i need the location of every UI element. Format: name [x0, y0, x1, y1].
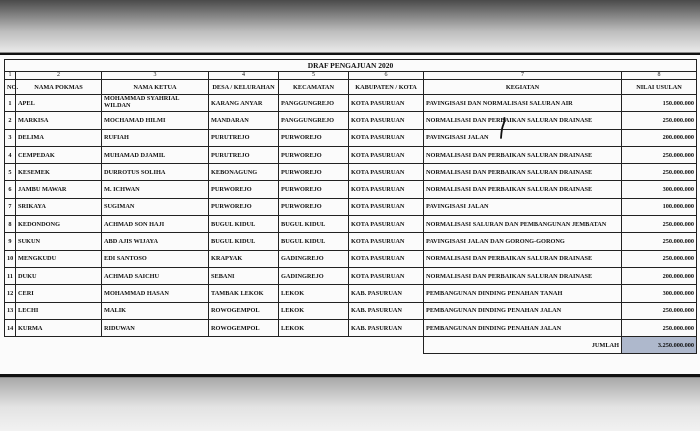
cell-nama-ketua: ABD AJIS WIJAYA	[102, 233, 209, 250]
column-header: KECAMATAN	[279, 80, 349, 95]
cell-nilai-usulan: 100.000.000	[622, 198, 697, 215]
cell-kecamatan: LEKOK	[279, 285, 349, 302]
cell-nama-ketua: EDI SANTOSO	[102, 250, 209, 267]
table-row	[5, 285, 697, 302]
table-row	[5, 129, 697, 146]
table-row	[5, 216, 697, 233]
pen-mark	[500, 117, 506, 139]
cell-nama-ketua: ACHMAD SON HAJI	[102, 216, 209, 233]
cell-no: 1	[5, 95, 16, 112]
cell-nilai-usulan: 250.000.000	[622, 250, 697, 267]
cell-kegiatan: PAVINGISASI JALAN DAN GORONG-GORONG	[424, 233, 622, 250]
cell-kecamatan: LEKOK	[279, 302, 349, 319]
cell-nama-pokmas: CEMPEDAK	[16, 146, 102, 163]
cell-nilai-usulan: 250.000.000	[622, 302, 697, 319]
total-row	[5, 337, 697, 354]
cell-nama-ketua: RIDUWAN	[102, 319, 209, 336]
total-blank	[5, 337, 424, 354]
column-number: 7	[424, 72, 622, 80]
cell-desa: TAMBAK LEKOK	[209, 285, 279, 302]
cell-kecamatan: PURWOREJO	[279, 181, 349, 198]
cell-nama-pokmas: DUKU	[16, 267, 102, 284]
cell-kabupaten-kota: KOTA PASURUAN	[349, 267, 424, 284]
table-row	[5, 302, 697, 319]
cell-desa: ROWOGEMPOL	[209, 302, 279, 319]
table-row	[5, 267, 697, 284]
cell-kegiatan: PAVINGISASI JALAN	[424, 198, 622, 215]
cell-no: 3	[5, 129, 16, 146]
table-row	[5, 198, 697, 215]
cell-no: 6	[5, 181, 16, 198]
cell-nama-ketua: SUGIMAN	[102, 198, 209, 215]
column-number: 3	[102, 72, 209, 80]
cell-kecamatan: PANGGUNGREJO	[279, 112, 349, 129]
cell-nama-ketua: MOHAMMAD HASAN	[102, 285, 209, 302]
cell-nilai-usulan: 250.000.000	[622, 319, 697, 336]
cell-kecamatan: BUGUL KIDUL	[279, 233, 349, 250]
cell-kabupaten-kota: KOTA PASURUAN	[349, 129, 424, 146]
cell-kabupaten-kota: KOTA PASURUAN	[349, 216, 424, 233]
cell-kabupaten-kota: KAB. PASURUAN	[349, 302, 424, 319]
column-header: NAMA KETUA	[102, 80, 209, 95]
column-header: NILAI USULAN	[622, 80, 697, 95]
cell-desa: KARANG ANYAR	[209, 95, 279, 112]
cell-desa: PURWOREJO	[209, 198, 279, 215]
column-number: 4	[209, 72, 279, 80]
cell-nilai-usulan: 200.000.000	[622, 129, 697, 146]
cell-nilai-usulan: 250.000.000	[622, 233, 697, 250]
cell-kabupaten-kota: KOTA PASURUAN	[349, 181, 424, 198]
cell-kecamatan: PURWOREJO	[279, 146, 349, 163]
cell-nama-ketua: ACHMAD SAICHU	[102, 267, 209, 284]
cell-nilai-usulan: 300.000.000	[622, 285, 697, 302]
cell-no: 4	[5, 146, 16, 163]
cell-kegiatan: PEMBANGUNAN DINDING PENAHAN JALAN	[424, 302, 622, 319]
photo-background-bottom	[0, 378, 700, 431]
cell-kabupaten-kota: KOTA PASURUAN	[349, 95, 424, 112]
cell-kabupaten-kota: KOTA PASURUAN	[349, 146, 424, 163]
cell-desa: BUGUL KIDUL	[209, 233, 279, 250]
cell-nama-ketua: DURROTUS SOLIHA	[102, 164, 209, 181]
cell-kecamatan: LEKOK	[279, 319, 349, 336]
cell-nama-pokmas: KEDONDONG	[16, 216, 102, 233]
column-number: 5	[279, 72, 349, 80]
cell-kegiatan: NORMALISASI SALURAN DAN PEMBANGUNAN JEMBATAN	[424, 216, 622, 233]
cell-kegiatan: PEMBANGUNAN DINDING PENAHAN JALAN	[424, 319, 622, 336]
column-header: KEGIATAN	[424, 80, 622, 95]
cell-no: 2	[5, 112, 16, 129]
cell-kecamatan: BUGUL KIDUL	[279, 216, 349, 233]
cell-kegiatan: NORMALISASI DAN PERBAIKAN SALURAN DRAINASE	[424, 112, 622, 129]
table-row	[5, 233, 697, 250]
table-title: DRAF PENGAJUAN 2020	[5, 60, 697, 72]
cell-nilai-usulan: 250.000.000	[622, 216, 697, 233]
cell-kecamatan: PANGGUNGREJO	[279, 95, 349, 112]
column-number: 8	[622, 72, 697, 80]
cell-kecamatan: GADINGREJO	[279, 267, 349, 284]
cell-no: 9	[5, 233, 16, 250]
cell-kegiatan: PAVINGISASI JALAN	[424, 129, 622, 146]
cell-nilai-usulan: 200.000.000	[622, 267, 697, 284]
cell-nama-pokmas: APEL	[16, 95, 102, 112]
cell-desa: BUGUL KIDUL	[209, 216, 279, 233]
cell-desa: KEBONAGUNG	[209, 164, 279, 181]
table-row	[5, 112, 697, 129]
column-number: 6	[349, 72, 424, 80]
cell-no: 12	[5, 285, 16, 302]
cell-kabupaten-kota: KAB. PASURUAN	[349, 285, 424, 302]
total-value: 3.250.000.000	[622, 337, 697, 354]
cell-nilai-usulan: 300.000.000	[622, 181, 697, 198]
cell-nilai-usulan: 250.000.000	[622, 164, 697, 181]
table-row	[5, 146, 697, 163]
cell-desa: SEBANI	[209, 267, 279, 284]
cell-nama-pokmas: LECHI	[16, 302, 102, 319]
cell-nama-pokmas: SRIKAYA	[16, 198, 102, 215]
cell-nama-pokmas: JAMBU MAWAR	[16, 181, 102, 198]
cell-kecamatan: PURWOREJO	[279, 164, 349, 181]
cell-kegiatan: PEMBANGUNAN DINDING PENAHAN TANAH	[424, 285, 622, 302]
cell-kecamatan: PURWOREJO	[279, 198, 349, 215]
cell-no: 10	[5, 250, 16, 267]
cell-kegiatan: NORMALISASI DAN PERBAIKAN SALURAN DRAINASE	[424, 146, 622, 163]
cell-nama-pokmas: MARKISA	[16, 112, 102, 129]
cell-kabupaten-kota: KOTA PASURUAN	[349, 112, 424, 129]
cell-desa: PURUTREJO	[209, 146, 279, 163]
cell-no: 13	[5, 302, 16, 319]
cell-kabupaten-kota: KAB. PASURUAN	[349, 319, 424, 336]
cell-no: 7	[5, 198, 16, 215]
cell-desa: MANDARAN	[209, 112, 279, 129]
cell-no: 5	[5, 164, 16, 181]
cell-kegiatan: NORMALISASI DAN PERBAIKAN SALURAN DRAINASE	[424, 164, 622, 181]
cell-nama-pokmas: KESEMEK	[16, 164, 102, 181]
cell-kabupaten-kota: KOTA PASURUAN	[349, 198, 424, 215]
cell-kegiatan: NORMALISASI DAN PERBAIKAN SALURAN DRAINASE	[424, 181, 622, 198]
cell-kegiatan: NORMALISASI DAN PERBAIKAN SALURAN DRAINASE	[424, 267, 622, 284]
proposal-table	[4, 59, 697, 354]
cell-desa: ROWOGEMPOL	[209, 319, 279, 336]
cell-kegiatan: NORMALISASI DAN PERBAIKAN SALURAN DRAINASE	[424, 250, 622, 267]
cell-nama-pokmas: KURMA	[16, 319, 102, 336]
cell-nama-pokmas: DELIMA	[16, 129, 102, 146]
cell-desa: KRAPYAK	[209, 250, 279, 267]
cell-no: 14	[5, 319, 16, 336]
column-number: 1	[5, 72, 16, 80]
cell-nama-pokmas: CERI	[16, 285, 102, 302]
cell-nama-ketua: M. ICHWAN	[102, 181, 209, 198]
cell-kabupaten-kota: KOTA PASURUAN	[349, 233, 424, 250]
column-header: NAMA POKMAS	[16, 80, 102, 95]
column-header: DESA / KELURAHAN	[209, 80, 279, 95]
cell-nama-ketua: MOHAMMAD SYAHRIAL WILDAN	[102, 95, 209, 112]
total-label: JUMLAH	[424, 337, 622, 354]
cell-nilai-usulan: 150.000.000	[622, 95, 697, 112]
cell-nama-ketua: MUHAMAD DJAMIL	[102, 146, 209, 163]
cell-nama-ketua: MOCHAMAD HILMI	[102, 112, 209, 129]
cell-nama-ketua: RUFIAH	[102, 129, 209, 146]
photo-background-top	[0, 0, 700, 52]
cell-kabupaten-kota: KOTA PASURUAN	[349, 164, 424, 181]
cell-nama-pokmas: MENGKUDU	[16, 250, 102, 267]
cell-nama-ketua: MALIK	[102, 302, 209, 319]
cell-kabupaten-kota: KOTA PASURUAN	[349, 250, 424, 267]
spreadsheet-page	[0, 53, 700, 377]
cell-desa: PURWOREJO	[209, 181, 279, 198]
table-row	[5, 250, 697, 267]
cell-no: 8	[5, 216, 16, 233]
cell-nilai-usulan: 250.000.000	[622, 112, 697, 129]
cell-kecamatan: GADINGREJO	[279, 250, 349, 267]
column-header: NO.	[5, 80, 16, 95]
cell-nilai-usulan: 250.000.000	[622, 146, 697, 163]
cell-kecamatan: PURWOREJO	[279, 129, 349, 146]
cell-nama-pokmas: SUKUN	[16, 233, 102, 250]
table-row	[5, 181, 697, 198]
table-row	[5, 164, 697, 181]
cell-kegiatan: PAVINGISASI DAN NORMALISASI SALURAN AIR	[424, 95, 622, 112]
cell-desa: PURUTREJO	[209, 129, 279, 146]
cell-no: 11	[5, 267, 16, 284]
table-row	[5, 95, 697, 112]
column-header: KABUPATEN / KOTA	[349, 80, 424, 95]
table-row	[5, 319, 697, 336]
column-number: 2	[16, 72, 102, 80]
